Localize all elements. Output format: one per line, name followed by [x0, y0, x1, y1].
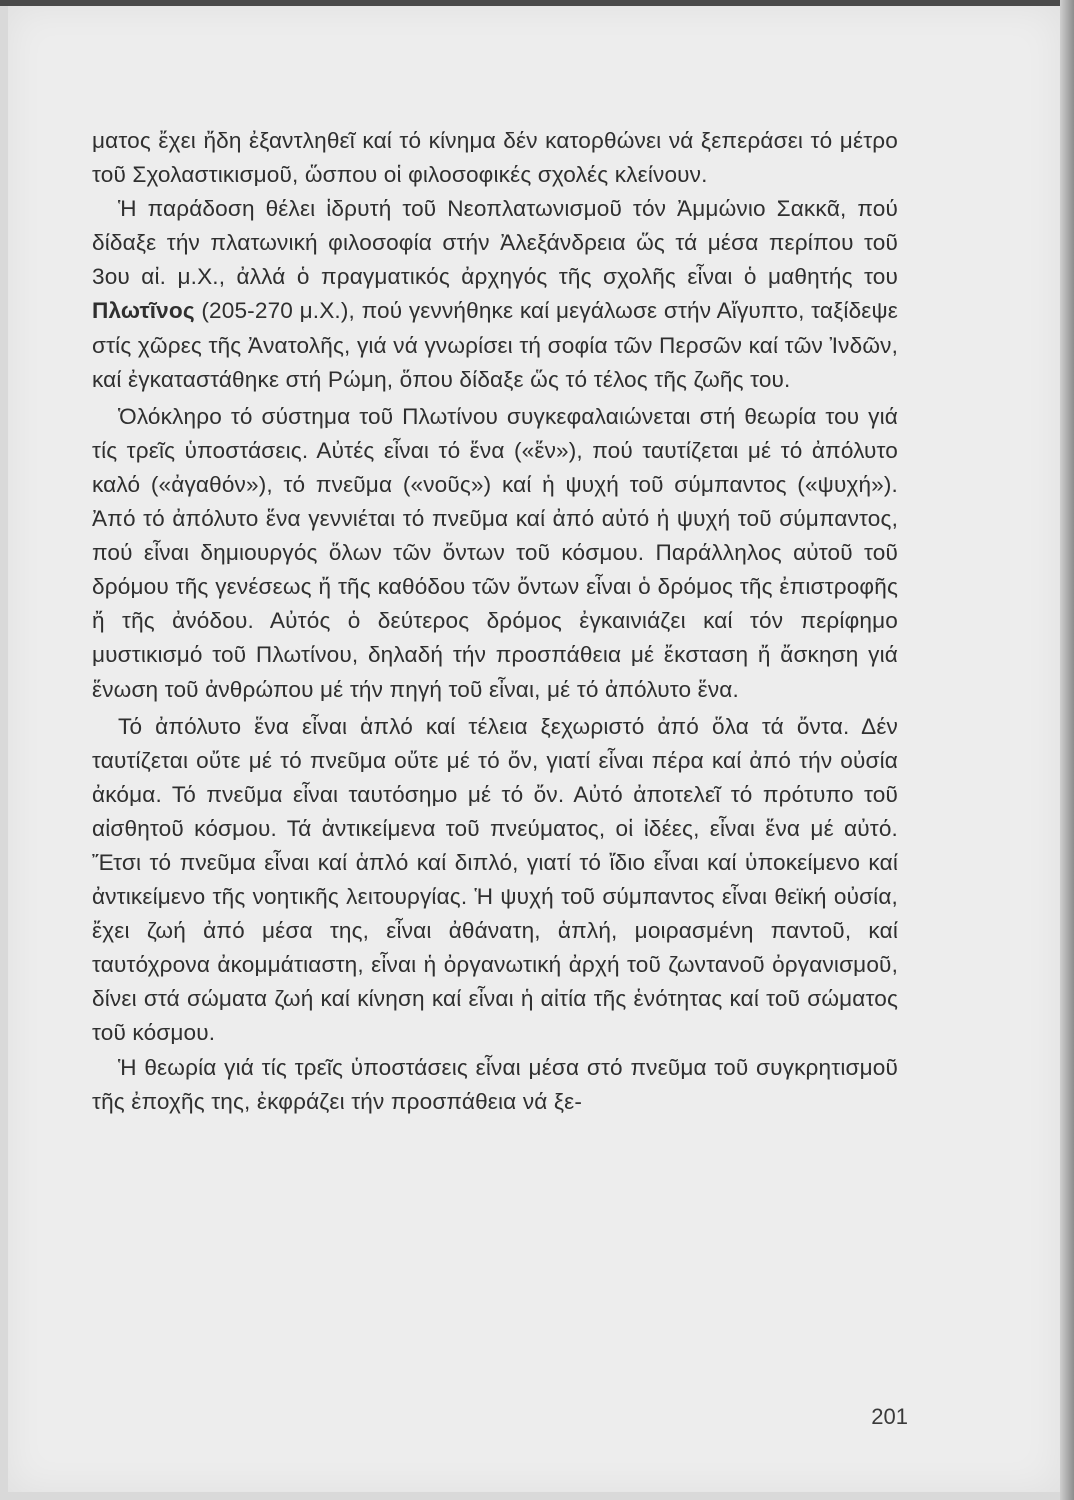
paragraph-continuation: ματος ἔχει ἤδη ἐξαντληθεῖ καί τό κίνημα δέν κατορθώνει νά ξεπεράσει τό μέτρο τοῦ Σχολαστικισμοῦ, ὥσπου οἱ φιλοσοφικές σχολές κλείνουν.	[92, 128, 898, 188]
paragraph-absolute-one: Τό ἀπόλυτο ἕνα εἶναι ἁπλό καί τέλεια ξεχωριστό ἀπό ὅλα τά ὄντα. Δέν ταυτίζεται οὔτε μέ τό πνεῦμα οὔτε μέ τό ὄν, γιατί εἶναι πέρα καί ἀπό τήν οὐσία ἀκόμα. Τό πνεῦμα εἶναι ταυτόσημο μέ τό ὄν. Αὐτό ἀποτελεῖ τό πρότυπο τοῦ αἰσθητοῦ κόσμου. Τά ἀντικείμενα τοῦ πνεύματος, οἱ ἰδέες, εἶναι ἕνα μέ αὐτό. Ἔτσι τό πνεῦμα εἶναι καί ἁπλό καί διπλό, γιατί τό ἴδιο εἶναι καί ὑποκείμενο καί ἀντικείμενο τῆς νοητικῆς λειτουργίας. Ἡ ψυχή τοῦ σύμπαντος εἶναι θεϊκή οὐσία, ἔχει ζωή ἀπό μέσα της, εἶναι ἀθάνατη, ἁπλή, μοιρασμένη παντοῦ, καί ταυτόχρονα ἀκομμάτιαστη, εἶναι ἡ ὀργανωτική ἀρχή τοῦ ζωντανοῦ ὀργανισμοῦ, δίνει στά σώματα ζωή καί κίνηση καί εἶναι ἡ αἰτία τῆς ἑνότητας καί τοῦ σώματος τοῦ κόσμου.	[92, 713, 898, 1046]
page-number: 201	[871, 1404, 908, 1429]
paragraph-text: Ἡ παράδοση θέλει ἱδρυτή τοῦ Νεοπλατωνισμοῦ τόν Ἀμμώνιο Σακκᾶ, πού δίδαξε τήν πλατωνική φιλοσοφία στήν Ἀλεξάνδρεια ὥς τά μέσα περίπου τοῦ 3ου αἰ. μ.Χ., ἀλλά ὁ πραγματικός ἀρχηγός τῆς σχολῆς εἶναι ὁ μαθητής του	[92, 196, 898, 290]
body-text	[92, 124, 898, 1119]
paragraph-text: (205-270 μ.Χ.), πού γεννήθηκε καί μεγάλωσε στήν Αἴγυπτο, ταξίδεψε στίς χῶρες τῆς Ἀνατολῆς, γιά νά γνωρίσει τή σοφία τῶν Περσῶν καί τῶν Ἰνδῶν, καί ἐγκαταστάθηκε στή Ρώμη, ὅπου δίδαξε ὥς τό τέλος τῆς ζωῆς του.	[92, 298, 898, 392]
plotinus-name: Πλωτῖνος	[92, 298, 195, 324]
paragraph-three-hypostases: Ὁλόκληρο τό σύστημα τοῦ Πλωτίνου συγκεφαλαιώνεται στή θεωρία του γιά τίς τρεῖς ὑποστάσεις. Αὐτές εἶναι τό ἕνα («ἕν»), πού ταυτίζεται μέ τό ἀπόλυτο καλό («ἀγαθόν»), τό πνεῦμα («νοῦς») καί ἡ ψυχή τοῦ σύμπαντος («ψυχή»). Ἀπό τό ἀπόλυτο ἕνα γεννιέται τό πνεῦμα καί ἀπό αὐτό ἡ ψυχή τοῦ σύμπαντος, πού εἶναι δημιουργός ὅλων τῶν ὄντων τοῦ κόσμου. Παράλληλος αὐτοῦ τοῦ δρόμου τῆς γενέσεως ἤ τῆς καθόδου τῶν ὄντων εἶναι ὁ δρόμος τῆς ἐπιστροφῆς ἤ τῆς ἀνόδου. Αὐτός ὁ δεύτερος δρόμος ἐγκαινιάζει καί τόν περίφημο μυστικισμό τοῦ Πλωτίνου, δηλαδή τήν προσπάθεια μέ ἔκσταση ἤ ἄσκηση γιά ἕνωση τοῦ ἀνθρώπου μέ τήν πηγή τοῦ εἶναι, μέ τό ἀπόλυτο ἕνα.	[92, 403, 898, 702]
paragraph-plotinus-intro	[92, 192, 898, 397]
paragraph-syncretism: Ἡ θεωρία γιά τίς τρεῖς ὑποστάσεις εἶναι μέσα στό πνεῦμα τοῦ συγκρητισμοῦ τῆς ἐποχῆς της, ἐκφράζει τήν προσπάθεια νά ξε-	[92, 1054, 898, 1114]
page-right-edge	[1060, 0, 1074, 1500]
